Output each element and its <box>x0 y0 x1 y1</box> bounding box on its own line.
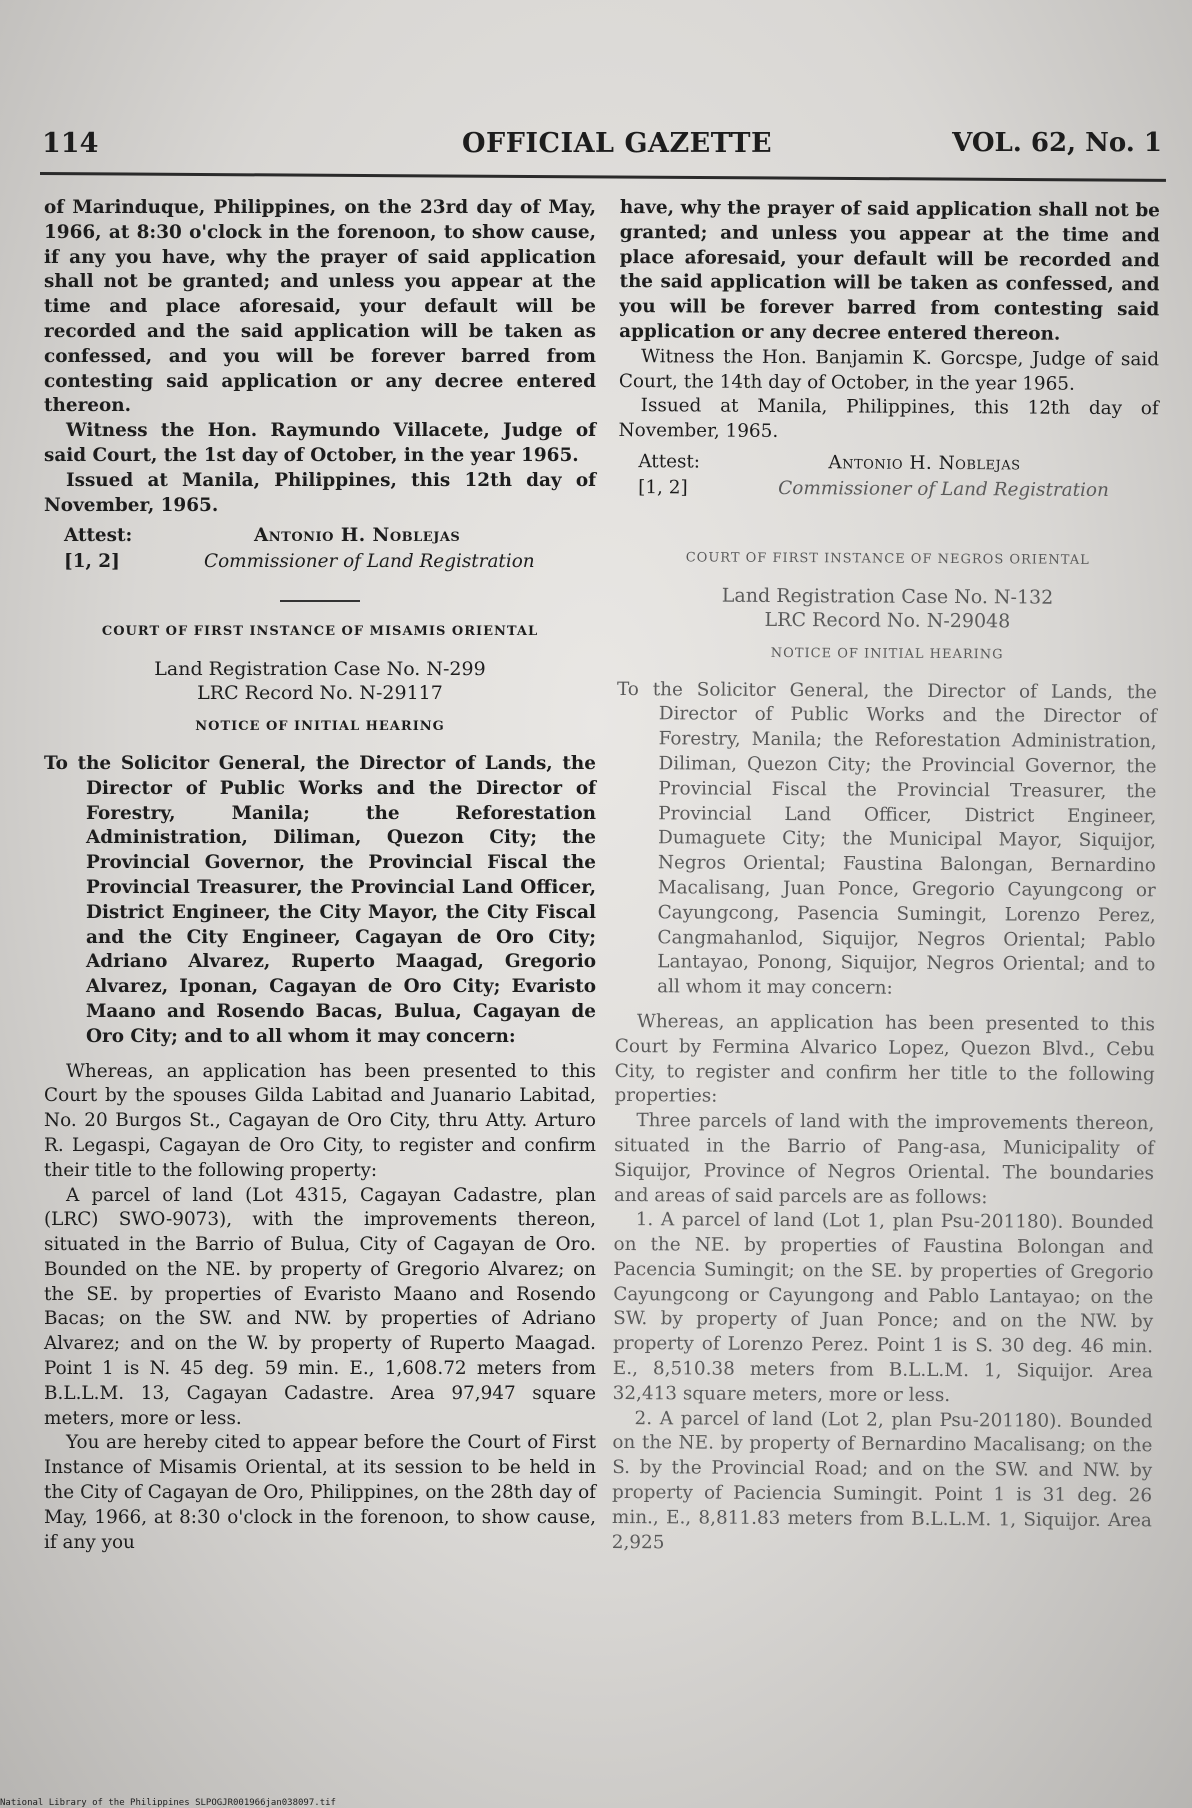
notice-heading: NOTICE OF INITIAL HEARING <box>195 719 445 735</box>
citation-paragraph: You are hereby cited to appear before the Court of First Instance of Misamis Oriental, at its session to be held in the City of Cagayan de Oro, Philippines, on the 28th day of May, 1966, at 8:30 o'clock in the forenoon, to show cause, if any you <box>44 1432 596 1553</box>
addressees: To the Solicitor General, the Director of Lands, the Director of Public Works and the Director of Forestry, Manila; the Reforestation Administration, Diliman, Quezon City; the Provincial Governor, the Provincial Fiscal the Provincial Treasurer, the Provincial Land Officer, District Engineer, the City Mayor, the City Fiscal and the City Engineer, Cagayan de Oro City; Adriano Alvarez, Ruperto Maagad, Gregorio Alvarez, Iponan, Cagayan de Oro City; Evaristo Maano and Rosendo Bacas, Bulua, Cagayan de Oro City; and to all whom it may concern: <box>44 752 596 1047</box>
notice-heading: NOTICE OF INITIAL HEARING <box>770 645 1004 663</box>
publication-title: OFFICIAL GAZETTE <box>462 128 773 159</box>
scan-footer: National Library of the Philippines SLPOGJR001966jan038097.tif <box>0 1798 336 1808</box>
right-issued: Issued at Manila, Philippines, this 12th day of November, 1965. <box>618 395 1159 443</box>
section-spacer <box>848 527 928 529</box>
parcel-2: 2. A parcel of land (Lot 2, plan Psu-201180). Bounded on the NE. by property of Bernardino Macalisang; on the S. by the Provincial Road; and on the SW. and NW. by property of Paciencia Sumingit. Point 1 is 31 deg. 26 min., E., 8,811.83 meters from B.L.L.M. 1, Siquijor. Area 2,925 <box>611 1407 1153 1553</box>
left-column <box>44 196 596 1555</box>
left-issued: Issued at Manila, Philippines, this 12th day of November, 1965. <box>44 469 596 516</box>
case-number: Land Registration Case No. N-299 <box>154 658 486 681</box>
whereas-paragraph: Whereas, an application has been presented to this Court by Fermina Alvarico Lopez, Quezon Blvd., Cebu City, to register and confirm her title to the following properties: <box>614 1011 1156 1107</box>
record-number: LRC Record No. N-29117 <box>197 682 443 705</box>
court-heading: COURT OF FIRST INSTANCE OF MISAMIS ORIENTAL <box>101 624 539 640</box>
case-number: Land Registration Case No. N-132 <box>721 584 1054 609</box>
header-rule <box>40 172 1166 182</box>
left-continuation: of Marinduque, Philippines, on the 23rd day of May, 1966, at 8:30 o'clock in the forenoon, to show cause, if any you have, why the prayer of said application shall not be granted; and unless you appear at the time and place aforesaid, your default will be recorded and the said application will be taken as confessed, and you will be forever barred from contesting said application or any decree entered thereon. <box>44 197 596 417</box>
section-divider <box>280 600 360 602</box>
volume-number: VOL. 62, No. 1 <box>952 128 1162 158</box>
court-heading: COURT OF FIRST INSTANCE OF NEGROS ORIENTAL <box>685 550 1090 568</box>
record-number: LRC Record No. N-29048 <box>764 608 1011 633</box>
right-witness: Witness the Hon. Banjamin K. Gorcspe, Judge of said Court, the 14th day of October, in the year 1965. <box>618 345 1160 395</box>
whereas-paragraph: Whereas, an application has been presented to this Court by the spouses Gilda Labitad and Juanario Labitad, No. 20 Burgos St., Cagayan de Oro City, thru Atty. Arturo R. Legaspi, Cagayan de Oro City, to register and confirm their title to the following property: <box>44 1060 596 1181</box>
right-column <box>612 196 1160 1559</box>
attest-label: Attest: <box>638 451 701 473</box>
page-number: 114 <box>42 128 99 159</box>
parcels-intro: Three parcels of land with the improvements thereon, situated in the Barrio of Pang-asa, Municipality of Siquijor, Province of Negros Oriental. The boundaries and areas of said parcels are as follows: <box>613 1110 1155 1208</box>
signer-name: Antonio H. Noblejas <box>254 525 461 547</box>
left-attest-block <box>44 524 596 576</box>
parcel-1: 1. A parcel of land (Lot 1, plan Psu-201180). Bounded on the NE. by properties of Faustina Bolongan and Pacencia Sumingit; on the SE. by properties of Gregorio Cayungcong or Cayungong and Pablo Lantayao; on the SW. by property of Juan Ponce; and on the NW. by property of Lorenzo Perez. Point 1 is S. 30 deg. 46 min. E., 8,510.38 meters from B.L.L.M. 1, Siquijor. Area 32,413 square meters, more or less. <box>612 1209 1154 1406</box>
right-continuation: have, why the prayer of said application shall not be granted; and unless you appear at the time and place aforesaid, your default will be recorded and the said application will be taken as confessed, and you will be forever barred from contesting said application or any decree entered thereon. <box>619 196 1160 345</box>
parcel-description: A parcel of land (Lot 4315, Cagayan Cadastre, plan (LRC) SWO-9073), with the improvements thereon, situated in the Barrio of Bulua, City of Cagayan de Oro. Bounded on the NE. by property of Gregorio Alvarez; on the SE. by properties of Evaristo Maano and Rosendo Bacas; on the SW. and NW. by properties of Adriano Alvarez; and on the W. by property of Ruperto Maagad. Point 1 is N. 45 deg. 59 min. E., 1,608.72 meters from B.L.L.M. 13, Cagayan Cadastre. Area 97,947 square meters, more or less. <box>44 1184 596 1429</box>
attest-ref: [1, 2] <box>638 477 688 499</box>
attest-label: Attest: <box>64 525 133 547</box>
signer-title: Commissioner of Land Registration <box>778 477 1109 501</box>
addressees: To the Solicitor General, the Director of Lands, the Director of Public Works and the Director of Forestry, Manila; the Reforestation Administration, Diliman, Quezon City; the Provincial Governor, the Provincial Fiscal the Provincial Treasurer, the Provincial Land Officer, District Engineer, Dumaguete City; the Municipal Mayor, Siquijor, Negros Oriental; Faustina Balongan, Bernardino Macalisang, Juan Ponce, Gregorio Cayungcong or Cayungcong, Pasencia Sumingit, Lorenzo Perez, Cangmahanlod, Siquijor, Negros Oriental; Pablo Lantayao, Ponong, Siquijor, Negros Oriental; and to all whom it may concern: <box>616 678 1158 999</box>
attest-ref: [1, 2] <box>64 551 120 573</box>
signer-name: Antonio H. Noblejas <box>828 452 1021 475</box>
signer-title: Commissioner of Land Registration <box>204 551 535 573</box>
left-witness: Witness the Hon. Raymundo Villacete, Judge of said Court, the 1st day of October, in the year 1965. <box>44 420 596 466</box>
right-attest-block <box>618 450 1158 505</box>
page-header <box>42 128 1162 168</box>
